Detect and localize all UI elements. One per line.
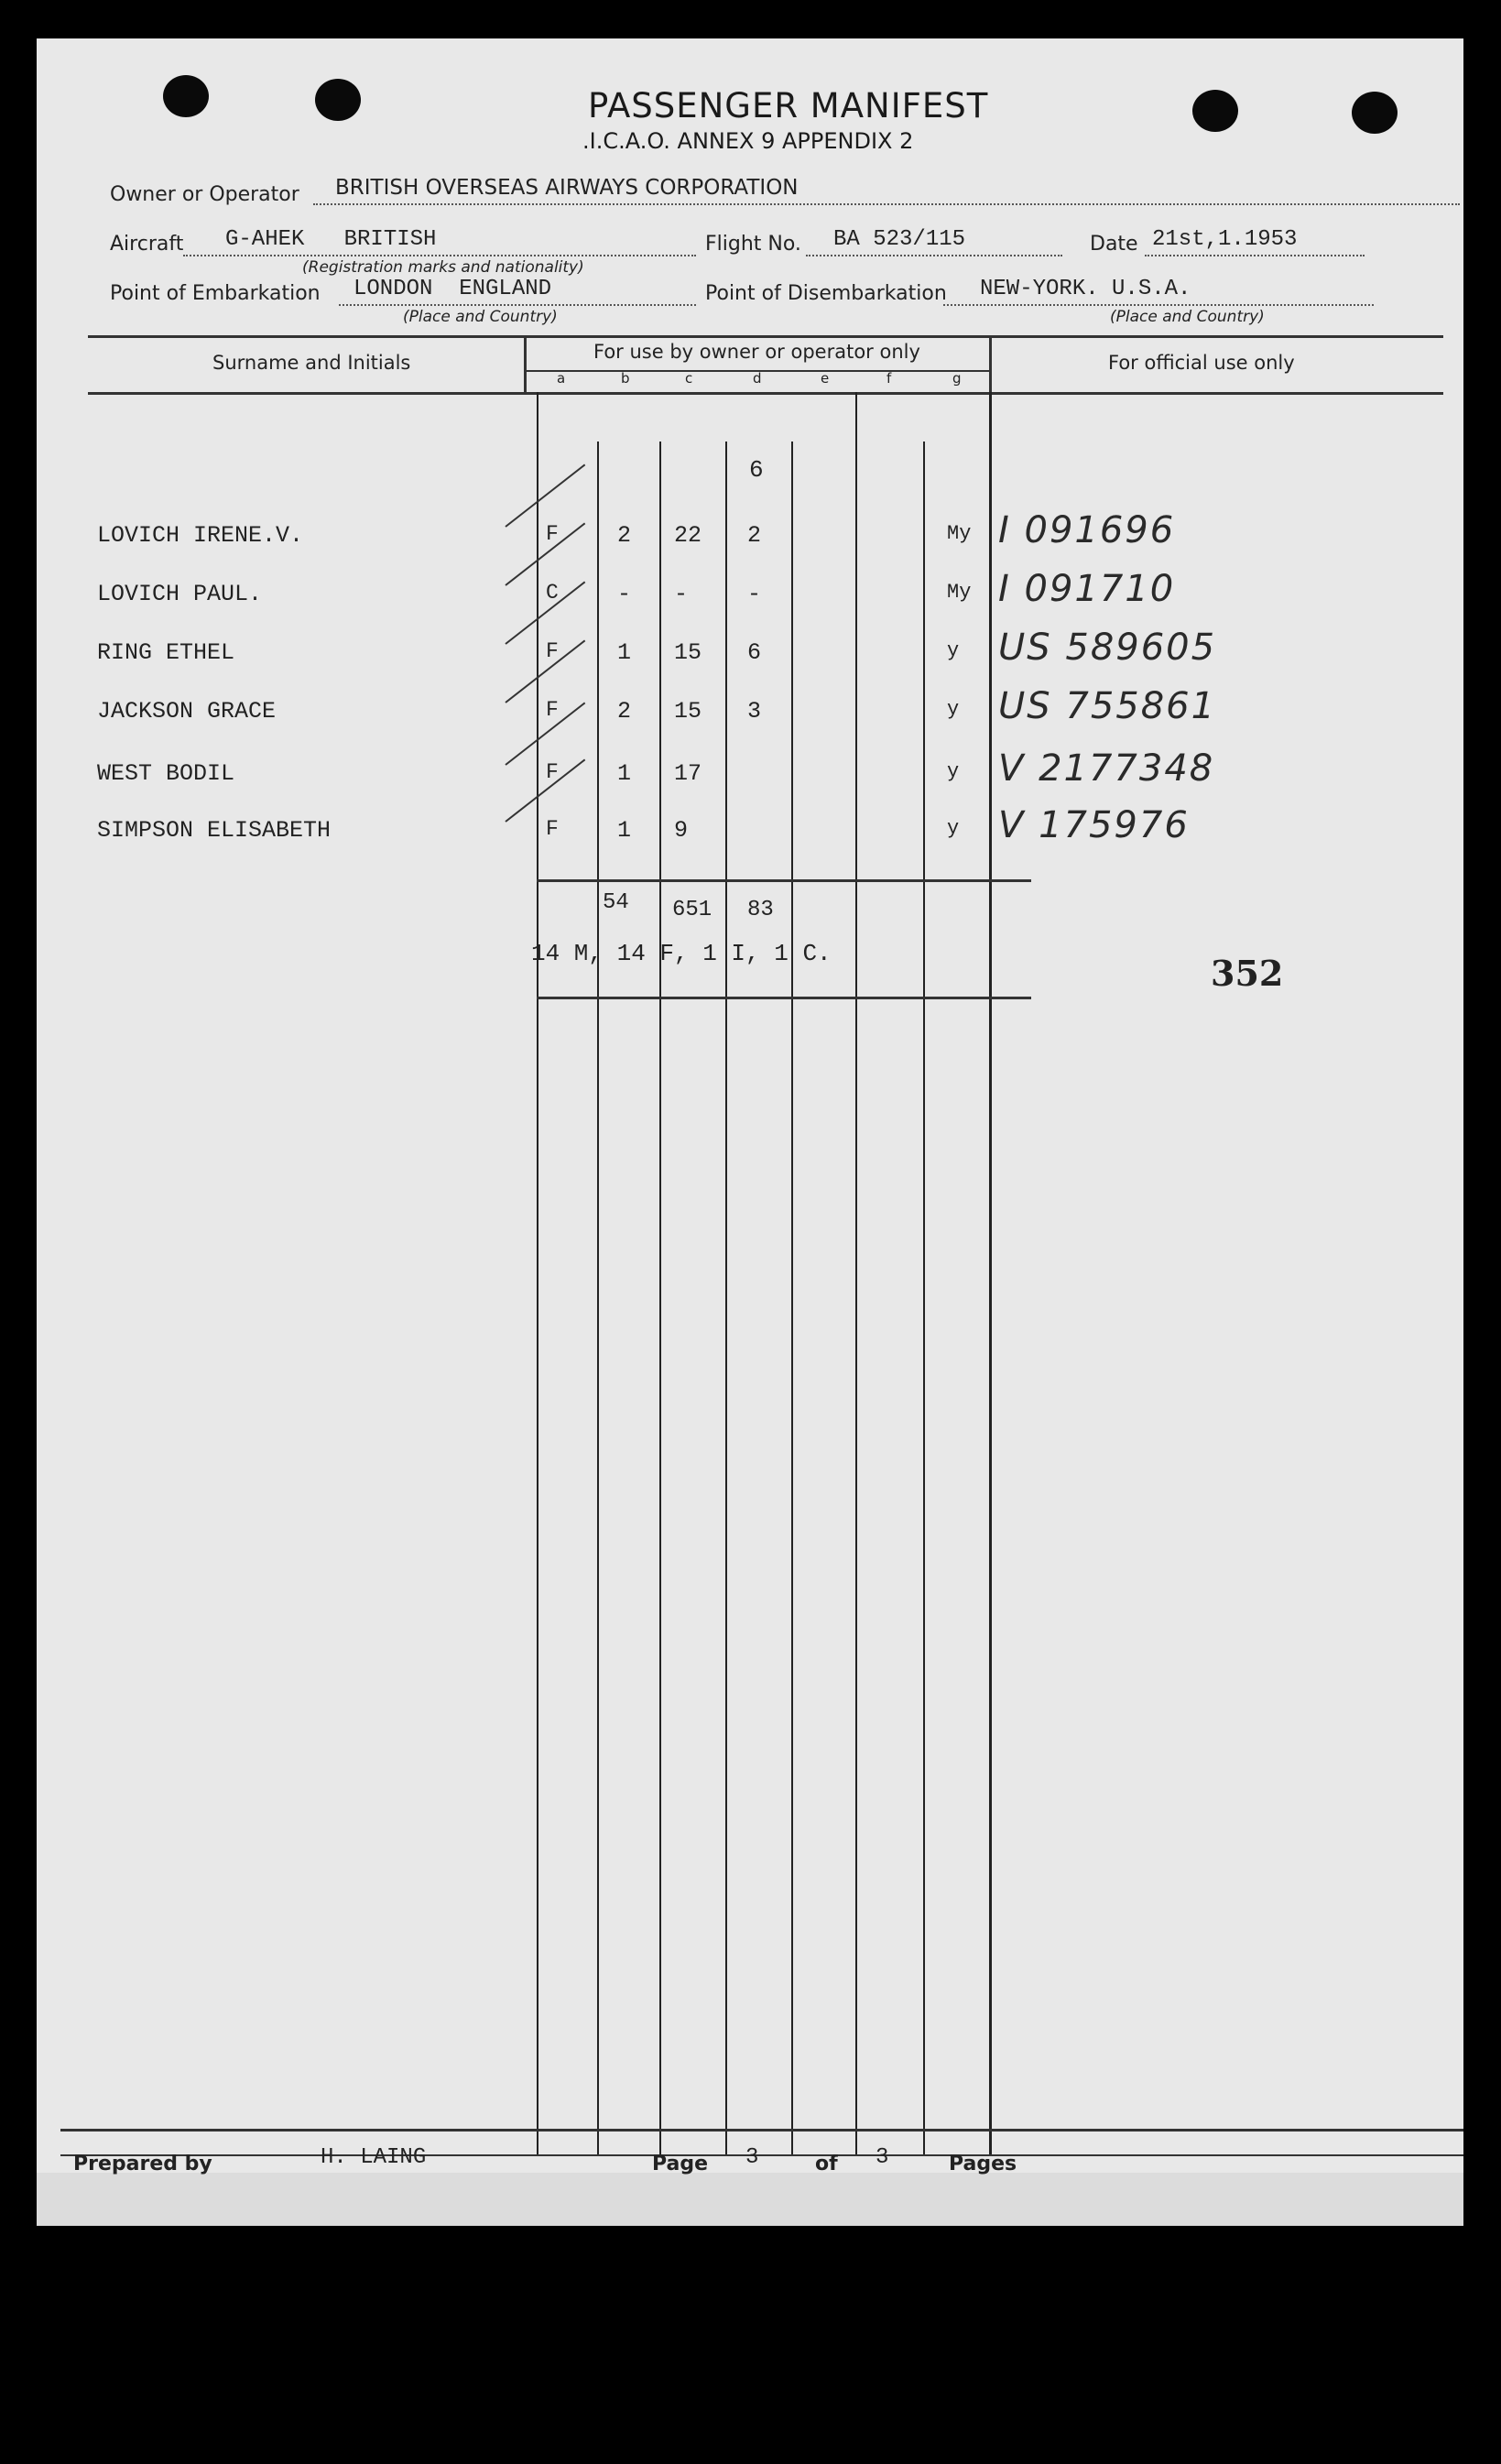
embarkation-value: LONDON ENGLAND [353, 277, 552, 301]
cell-b: 2 [617, 698, 632, 725]
cell-g: y [947, 760, 960, 783]
cell-g: y [947, 817, 960, 840]
passenger-name: RING ETHEL [97, 639, 235, 666]
cell-c: 15 [674, 698, 702, 725]
cell-c: 22 [674, 522, 702, 549]
cell-b: 1 [617, 817, 632, 844]
total-c: 651 [672, 898, 712, 922]
official-number: V 2177348 [998, 747, 1215, 790]
owner-label: Owner or Operator [110, 183, 299, 206]
page-value: 3 [745, 2145, 759, 2170]
disembarkation-label: Point of Disembarkation [705, 282, 947, 305]
cell-d: 3 [747, 698, 762, 725]
date-label: Date [1090, 233, 1138, 256]
cell-a: F [546, 639, 559, 663]
disembarkation-value: NEW-YORK. U.S.A. [980, 277, 1191, 301]
embarkation-note: (Place and Country) [403, 308, 558, 326]
aircraft-note: (Registration marks and nationality) [302, 258, 584, 277]
subcol-e: e [821, 370, 830, 387]
subcol-f: f [886, 370, 892, 387]
cell-a: F [546, 817, 559, 841]
punch-hole-3 [1192, 90, 1238, 132]
subcol-g: g [952, 370, 962, 387]
punch-hole-2 [315, 79, 361, 121]
passenger-name: JACKSON GRACE [97, 698, 277, 725]
cell-c: 15 [674, 639, 702, 666]
check-mark [505, 463, 585, 527]
cell-a: C [546, 581, 559, 605]
of-label: of [815, 2153, 838, 2175]
cell-c: 17 [674, 760, 702, 787]
official-number: US 589605 [998, 627, 1217, 669]
subcol-c: c [685, 370, 693, 387]
cell-g: My [947, 522, 972, 545]
total-d: 83 [747, 898, 774, 922]
punch-hole-1 [163, 75, 209, 117]
cell-d: 2 [747, 522, 762, 549]
cell-c: - [674, 581, 689, 607]
subcol-d: d [753, 370, 762, 387]
passenger-name: WEST BODIL [97, 760, 235, 787]
stamp-number: 352 [1211, 953, 1284, 994]
cell-g: y [947, 698, 960, 721]
cell-d: 6 [747, 639, 762, 666]
punch-hole-4 [1352, 92, 1398, 134]
cell-d: - [747, 581, 762, 607]
page-subtitle: .I.C.A.O. ANNEX 9 APPENDIX 2 [582, 128, 914, 154]
official-number: I 091696 [998, 509, 1176, 551]
pages-label: Pages [949, 2153, 1017, 2175]
cell-b: 2 [617, 522, 632, 549]
col-owner-header: For use by owner or operator only [593, 341, 920, 363]
total-b: 54 [603, 890, 629, 915]
cell-a: F [546, 522, 559, 546]
subcol-b: b [621, 370, 630, 387]
official-number: US 755861 [998, 685, 1217, 727]
page-title: PASSENGER MANIFEST [588, 86, 989, 125]
subcol-a: a [557, 370, 566, 387]
passenger-name: LOVICH PAUL. [97, 581, 263, 607]
of-value: 3 [876, 2145, 889, 2170]
summary-counts: 14 M, 14 F, 1 I, 1 C. [531, 940, 832, 967]
page-label: Page [652, 2153, 709, 2175]
cell-b: 1 [617, 639, 632, 666]
disembarkation-note: (Place and Country) [1110, 308, 1265, 326]
embarkation-label: Point of Embarkation [110, 282, 321, 305]
flight-label: Flight No. [705, 233, 801, 256]
official-number: V 175976 [998, 804, 1190, 846]
cell-a: F [546, 760, 559, 784]
manifest-page [37, 38, 1463, 2173]
prepared-value: H. LAING [321, 2145, 427, 2170]
official-number: I 091710 [998, 568, 1176, 610]
prepared-label: Prepared by [73, 2153, 212, 2175]
date-value: 21st,1.1953 [1152, 227, 1298, 252]
aircraft-value: G-AHEK BRITISH [225, 227, 437, 252]
passenger-name: LOVICH IRENE.V. [97, 522, 304, 549]
cell-a: F [546, 698, 559, 722]
cell-b: - [617, 581, 632, 607]
cell-g: y [947, 639, 960, 662]
flight-value: BA 523/115 [833, 227, 966, 252]
cell-g: My [947, 581, 972, 604]
owner-value: BRITISH OVERSEAS AIRWAYS CORPORATION [335, 176, 799, 200]
col-official-header: For official use only [1108, 352, 1295, 374]
top-fragment: 6 [749, 456, 764, 484]
aircraft-label: Aircraft [110, 233, 184, 256]
cell-c: 9 [674, 817, 689, 844]
cell-b: 1 [617, 760, 632, 787]
col-surname-header: Surname and Initials [212, 352, 411, 374]
passenger-name: SIMPSON ELISABETH [97, 817, 332, 844]
